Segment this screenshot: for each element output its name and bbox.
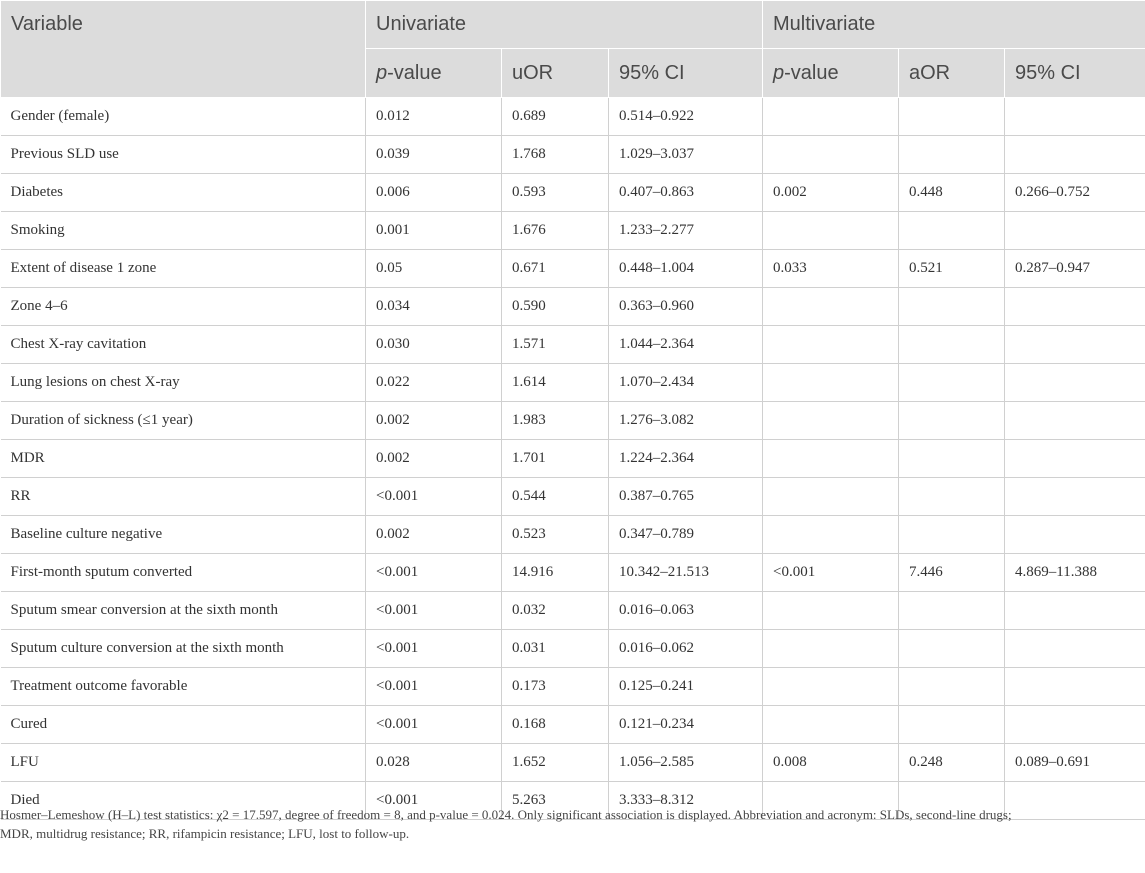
cell-univariate-ci: 3.333–8.312 <box>609 782 763 820</box>
cell-univariate-ci: 0.387–0.765 <box>609 478 763 516</box>
cell-multivariate-ci <box>1005 212 1145 250</box>
cell-variable: Died <box>1 782 366 820</box>
cell-uor: 0.032 <box>502 592 609 630</box>
cell-variable: Treatment outcome favorable <box>1 668 366 706</box>
cell-variable: LFU <box>1 744 366 782</box>
cell-variable: Zone 4–6 <box>1 288 366 326</box>
table-row <box>1 440 1145 478</box>
cell-aor <box>899 326 1005 364</box>
cell-uor: 0.593 <box>502 174 609 212</box>
table-row <box>1 174 1145 212</box>
cell-univariate-p-value: <0.001 <box>366 630 502 668</box>
cell-uor: 1.676 <box>502 212 609 250</box>
cell-multivariate-ci <box>1005 706 1145 744</box>
table-row <box>1 212 1145 250</box>
table-row <box>1 98 1145 136</box>
table-body <box>1 98 1145 820</box>
cell-multivariate-ci <box>1005 98 1145 136</box>
cell-multivariate-p-value <box>763 98 899 136</box>
cell-univariate-ci: 0.514–0.922 <box>609 98 763 136</box>
header-variable: Variable <box>1 1 366 98</box>
cell-multivariate-p-value <box>763 440 899 478</box>
header-univariate: Univariate <box>366 1 763 49</box>
cell-univariate-p-value: 0.030 <box>366 326 502 364</box>
cell-aor <box>899 706 1005 744</box>
cell-multivariate-ci <box>1005 440 1145 478</box>
cell-univariate-p-value: <0.001 <box>366 592 502 630</box>
table-row <box>1 364 1145 402</box>
cell-aor <box>899 98 1005 136</box>
cell-uor: 1.983 <box>502 402 609 440</box>
cell-variable: First-month sputum converted <box>1 554 366 592</box>
header-univariate-p-value: p-value <box>366 49 502 98</box>
table-footnote <box>0 805 1140 843</box>
cell-multivariate-ci: 0.089–0.691 <box>1005 744 1145 782</box>
table-row <box>1 554 1145 592</box>
cell-multivariate-p-value <box>763 706 899 744</box>
cell-aor <box>899 592 1005 630</box>
table-row <box>1 516 1145 554</box>
cell-univariate-ci: 1.029–3.037 <box>609 136 763 174</box>
table-row <box>1 136 1145 174</box>
header-multivariate: Multivariate <box>763 1 1145 49</box>
cell-univariate-ci: 1.070–2.434 <box>609 364 763 402</box>
cell-multivariate-p-value: 0.002 <box>763 174 899 212</box>
cell-aor <box>899 288 1005 326</box>
table-row <box>1 668 1145 706</box>
cell-uor: 0.168 <box>502 706 609 744</box>
cell-univariate-p-value: 0.002 <box>366 516 502 554</box>
cell-univariate-ci: 1.233–2.277 <box>609 212 763 250</box>
cell-univariate-ci: 0.125–0.241 <box>609 668 763 706</box>
footnote-line-1: Hosmer–Lemeshow (H–L) test statistics: χ2 = 17.597, degree of freedom = 8, and p-value = 0.024. Only significant association is displayed. Abbreviation and acronym: SLDs, second-line drugs; <box>0 807 1012 822</box>
header-multivariate-ci: 95% CI <box>1005 49 1145 98</box>
cell-aor: 0.521 <box>899 250 1005 288</box>
cell-variable: Extent of disease 1 zone <box>1 250 366 288</box>
cell-variable: Sputum culture conversion at the sixth month <box>1 630 366 668</box>
cell-univariate-p-value: 0.05 <box>366 250 502 288</box>
cell-multivariate-p-value <box>763 364 899 402</box>
cell-multivariate-p-value <box>763 668 899 706</box>
cell-aor: 0.248 <box>899 744 1005 782</box>
cell-multivariate-p-value <box>763 212 899 250</box>
table-row <box>1 478 1145 516</box>
header-uor: uOR <box>502 49 609 98</box>
cell-univariate-p-value: 0.002 <box>366 440 502 478</box>
cell-univariate-ci: 1.056–2.585 <box>609 744 763 782</box>
cell-variable: RR <box>1 478 366 516</box>
cell-variable: Diabetes <box>1 174 366 212</box>
cell-univariate-ci: 0.448–1.004 <box>609 250 763 288</box>
cell-aor <box>899 478 1005 516</box>
table-row <box>1 402 1145 440</box>
cell-aor <box>899 668 1005 706</box>
cell-multivariate-ci <box>1005 364 1145 402</box>
cell-univariate-p-value: <0.001 <box>366 782 502 820</box>
cell-univariate-ci: 0.016–0.062 <box>609 630 763 668</box>
cell-univariate-ci: 0.347–0.789 <box>609 516 763 554</box>
cell-multivariate-ci <box>1005 592 1145 630</box>
cell-multivariate-p-value: 0.008 <box>763 744 899 782</box>
cell-multivariate-p-value <box>763 592 899 630</box>
cell-uor: 1.768 <box>502 136 609 174</box>
cell-multivariate-p-value <box>763 630 899 668</box>
footnote-line-2: MDR, multidrug resistance; RR, rifampicin resistance; LFU, lost to follow-up. <box>0 826 410 841</box>
cell-multivariate-ci <box>1005 668 1145 706</box>
cell-variable: MDR <box>1 440 366 478</box>
table-header <box>1 1 1145 98</box>
cell-uor: 0.173 <box>502 668 609 706</box>
cell-univariate-p-value: 0.034 <box>366 288 502 326</box>
cell-univariate-p-value: <0.001 <box>366 706 502 744</box>
cell-uor: 0.523 <box>502 516 609 554</box>
cell-multivariate-ci <box>1005 288 1145 326</box>
cell-univariate-p-value: <0.001 <box>366 478 502 516</box>
cell-aor <box>899 630 1005 668</box>
cell-univariate-ci: 1.044–2.364 <box>609 326 763 364</box>
cell-univariate-p-value: 0.022 <box>366 364 502 402</box>
cell-uor: 0.689 <box>502 98 609 136</box>
cell-multivariate-ci <box>1005 516 1145 554</box>
table-row <box>1 288 1145 326</box>
cell-univariate-ci: 10.342–21.513 <box>609 554 763 592</box>
cell-aor <box>899 136 1005 174</box>
header-aor: aOR <box>899 49 1005 98</box>
cell-variable: Lung lesions on chest X-ray <box>1 364 366 402</box>
cell-variable: Baseline culture negative <box>1 516 366 554</box>
cell-uor: 5.263 <box>502 782 609 820</box>
cell-multivariate-p-value <box>763 402 899 440</box>
cell-variable: Previous SLD use <box>1 136 366 174</box>
cell-multivariate-ci: 0.266–0.752 <box>1005 174 1145 212</box>
cell-uor: 1.701 <box>502 440 609 478</box>
table-row <box>1 592 1145 630</box>
table-row <box>1 326 1145 364</box>
cell-uor: 0.031 <box>502 630 609 668</box>
cell-aor <box>899 516 1005 554</box>
cell-univariate-p-value: 0.028 <box>366 744 502 782</box>
header-multivariate-p-value: p-value <box>763 49 899 98</box>
table-row <box>1 744 1145 782</box>
cell-univariate-ci: 1.276–3.082 <box>609 402 763 440</box>
header-univariate-ci: 95% CI <box>609 49 763 98</box>
cell-multivariate-p-value: <0.001 <box>763 554 899 592</box>
cell-multivariate-ci: 0.287–0.947 <box>1005 250 1145 288</box>
cell-univariate-ci: 0.121–0.234 <box>609 706 763 744</box>
cell-multivariate-p-value <box>763 326 899 364</box>
cell-aor <box>899 364 1005 402</box>
cell-univariate-ci: 0.407–0.863 <box>609 174 763 212</box>
cell-multivariate-p-value <box>763 516 899 554</box>
cell-multivariate-p-value <box>763 288 899 326</box>
cell-variable: Duration of sickness (≤1 year) <box>1 402 366 440</box>
cell-univariate-p-value: 0.039 <box>366 136 502 174</box>
cell-uor: 0.544 <box>502 478 609 516</box>
cell-multivariate-p-value <box>763 478 899 516</box>
cell-multivariate-ci <box>1005 630 1145 668</box>
cell-univariate-ci: 0.363–0.960 <box>609 288 763 326</box>
table-row <box>1 706 1145 744</box>
cell-variable: Gender (female) <box>1 98 366 136</box>
cell-univariate-p-value: 0.006 <box>366 174 502 212</box>
cell-uor: 0.590 <box>502 288 609 326</box>
cell-multivariate-p-value <box>763 136 899 174</box>
cell-aor <box>899 212 1005 250</box>
cell-univariate-p-value: <0.001 <box>366 554 502 592</box>
cell-aor <box>899 440 1005 478</box>
cell-univariate-ci: 0.016–0.063 <box>609 592 763 630</box>
cell-uor: 14.916 <box>502 554 609 592</box>
cell-univariate-p-value: 0.012 <box>366 98 502 136</box>
table-row <box>1 630 1145 668</box>
cell-multivariate-p-value: 0.033 <box>763 250 899 288</box>
cell-uor: 0.671 <box>502 250 609 288</box>
cell-univariate-p-value: 0.001 <box>366 212 502 250</box>
cell-variable: Cured <box>1 706 366 744</box>
cell-variable: Smoking <box>1 212 366 250</box>
cell-multivariate-ci <box>1005 402 1145 440</box>
cell-multivariate-ci <box>1005 478 1145 516</box>
cell-univariate-ci: 1.224–2.364 <box>609 440 763 478</box>
cell-uor: 1.614 <box>502 364 609 402</box>
cell-univariate-p-value: <0.001 <box>366 668 502 706</box>
cell-variable: Chest X-ray cavitation <box>1 326 366 364</box>
cell-aor <box>899 402 1005 440</box>
table-row <box>1 250 1145 288</box>
cell-multivariate-ci <box>1005 136 1145 174</box>
cell-uor: 1.571 <box>502 326 609 364</box>
cell-multivariate-ci: 4.869–11.388 <box>1005 554 1145 592</box>
cell-aor: 7.446 <box>899 554 1005 592</box>
cell-aor: 0.448 <box>899 174 1005 212</box>
cell-multivariate-ci <box>1005 326 1145 364</box>
cell-variable: Sputum smear conversion at the sixth month <box>1 592 366 630</box>
cell-uor: 1.652 <box>502 744 609 782</box>
cell-univariate-p-value: 0.002 <box>366 402 502 440</box>
